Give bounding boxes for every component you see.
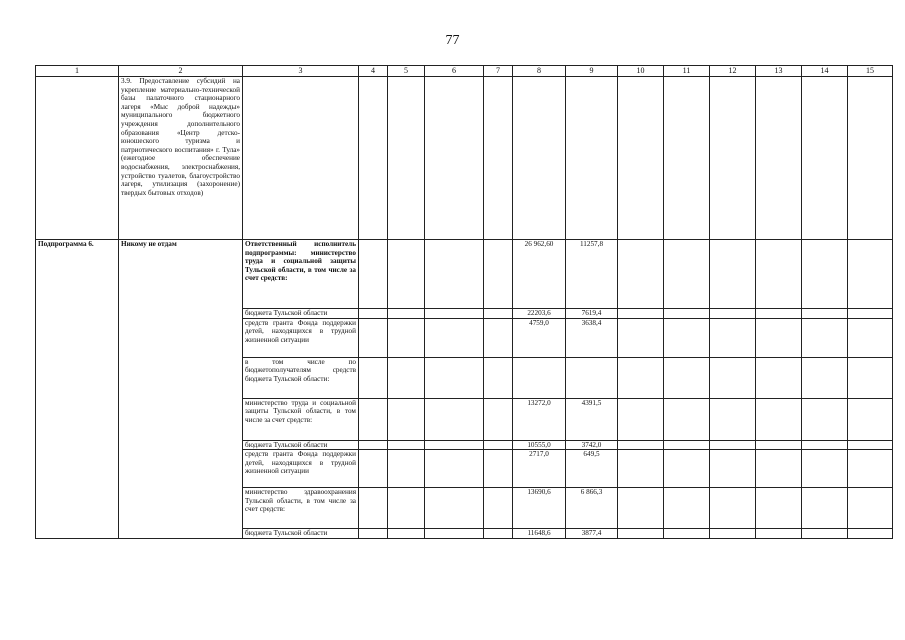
empty-cell [710,357,756,398]
amount-cell-col9: 3638,4 [566,318,618,357]
empty-cell [756,450,802,488]
empty-cell [848,318,893,357]
executor-cell: бюджета Тульской области [243,309,359,319]
empty-cell [618,357,664,398]
empty-cell [425,488,484,529]
empty-cell [802,318,848,357]
empty-cell [710,398,756,440]
empty-cell [848,240,893,309]
empty-cell [802,450,848,488]
amount-cell-col8: 2717,0 [513,450,566,488]
empty-cell [388,398,425,440]
amount-cell-col8: 11648,6 [513,529,566,539]
empty-cell [484,318,513,357]
empty-cell [425,440,484,450]
header-cell: 15 [848,66,893,77]
table-row [36,240,893,309]
executor-cell: средств гранта Фонда поддержки детей, находящихся в трудной жизненной ситуации [243,450,359,488]
empty-cell [710,529,756,539]
empty-cell [848,529,893,539]
empty-cell [664,357,710,398]
header-cell: 11 [664,66,710,77]
empty-cell [802,488,848,529]
header-cell: 5 [388,66,425,77]
amount-cell-col8: 4759,0 [513,318,566,357]
empty-cell [359,240,388,309]
header-cell: 12 [710,66,756,77]
empty-cell [664,488,710,529]
empty-cell [756,357,802,398]
subprogram-section [36,240,893,539]
header-cell: 10 [618,66,664,77]
executor-cell: средств гранта Фонда поддержки детей, находящихся в трудной жизненной ситуации [243,318,359,357]
amount-cell-col9: 11257,8 [566,240,618,309]
empty-cell [425,529,484,539]
header-cell: 3 [243,66,359,77]
empty-cell [359,488,388,529]
amount-cell-col8: 13272,0 [513,398,566,440]
empty-cell [359,309,388,319]
amount-cell-col9: 6 866,3 [566,488,618,529]
empty-cell [388,318,425,357]
empty-cell [802,440,848,450]
empty-cell [425,450,484,488]
page-number: 77 [445,33,460,48]
amount-cell-col9: 4391,5 [566,398,618,440]
empty-cell [710,309,756,319]
empty-cell [802,357,848,398]
empty-cell [848,440,893,450]
empty-cell [710,488,756,529]
empty-cell [618,440,664,450]
empty-cell [359,529,388,539]
header-cell: 4 [359,66,388,77]
empty-cell [756,488,802,529]
header-cell: 9 [566,66,618,77]
empty-cell [359,357,388,398]
empty-cell [425,357,484,398]
empty-cell [664,529,710,539]
empty-cell [618,318,664,357]
empty-cell [359,450,388,488]
executor-cell: министерство здравоохранения Тульской области, в том числе за счет средств: [243,488,359,529]
empty-cell [388,488,425,529]
amount-cell-col9: 649,5 [566,450,618,488]
amount-cell-col8: 13690,6 [513,488,566,529]
executor-cell: бюджета Тульской области [243,440,359,450]
amount-cell-col9: 3742,0 [566,440,618,450]
empty-cell [388,450,425,488]
empty-cell [484,357,513,398]
empty-cell [848,398,893,440]
empty-cell [359,440,388,450]
empty-cell [802,309,848,319]
header-cell: 7 [484,66,513,77]
executor-cell: бюджета Тульской области [243,529,359,539]
empty-cell [618,240,664,309]
header-cell: 13 [756,66,802,77]
amount-cell-col8: 10555,0 [513,440,566,450]
empty-cell [664,450,710,488]
amount-cell-col8: 26 962,60 [513,240,566,309]
empty-cell [802,240,848,309]
empty-cell [425,398,484,440]
empty-cell [756,309,802,319]
empty-cell [484,529,513,539]
empty-cell [484,440,513,450]
empty-cell [425,318,484,357]
amount-cell-col9: 3877,4 [566,529,618,539]
subprogram-name: Никому не отдам [119,240,243,539]
executor-cell: министерство труда и социальной защиты Тульской области, в том числе за счет средств: [243,398,359,440]
empty-cell [848,309,893,319]
header-cell: 14 [802,66,848,77]
empty-cell [848,488,893,529]
empty-cell [425,240,484,309]
header-cell: 2 [119,66,243,77]
empty-cell [359,398,388,440]
empty-cell [359,318,388,357]
empty-cell [756,318,802,357]
header-row [36,66,893,77]
budget-table [35,65,893,539]
empty-cell [388,309,425,319]
empty-cell [618,488,664,529]
amount-cell-col8: 22203,6 [513,309,566,319]
empty-cell [618,529,664,539]
empty-cell [664,318,710,357]
empty-cell [802,529,848,539]
empty-cell [802,398,848,440]
empty-cell [710,240,756,309]
subprogram-label: Подпрограмма 6. [36,240,119,539]
empty-cell [710,440,756,450]
empty-cell [664,398,710,440]
empty-cell [484,450,513,488]
empty-cell [664,240,710,309]
empty-cell [756,240,802,309]
empty-cell [664,309,710,319]
empty-cell [484,398,513,440]
empty-cell [756,440,802,450]
empty-cell [388,529,425,539]
empty-cell [848,450,893,488]
table-row [36,77,893,240]
empty-cell [756,398,802,440]
header-cell: 8 [513,66,566,77]
empty-cell [388,440,425,450]
empty-cell [664,440,710,450]
header-cell: 1 [36,66,119,77]
measure-description: 3.9. Предоставление субсидий на укрепление материально-технической базы палаточного стационарного лагеря «Мыс доброй надежды» муниципального бюджетного учреждения дополнительного образования «Центр детско-юношеского туризма и патриотического воспитания» г. Тула» (ежегодное обеспечение водоснабжения, электроснабжения, устройство туалетов, благоустройство лагеря, утилизация (захоронение) твердых бытовых отходов) [119,77,243,240]
empty-cell [756,529,802,539]
empty-cell [484,488,513,529]
empty-cell [710,318,756,357]
executor-cell: Ответственный исполнитель подпрограммы: министерство труда и социальной защиты Тульской области, в том числе за счет средств: [243,240,359,309]
amount-cell-col9 [566,357,618,398]
header-cell: 6 [425,66,484,77]
empty-cell [425,309,484,319]
amount-cell-col8 [513,357,566,398]
empty-cell [618,398,664,440]
empty-cell [618,309,664,319]
empty-cell [484,240,513,309]
empty-cell [484,309,513,319]
empty-cell [388,240,425,309]
executor-cell: в том числе по бюджетополучателям средств бюджета Тульской области: [243,357,359,398]
empty-cell [710,450,756,488]
amount-cell-col9: 7619,4 [566,309,618,319]
empty-cell [848,357,893,398]
empty-cell [618,450,664,488]
empty-cell [388,357,425,398]
